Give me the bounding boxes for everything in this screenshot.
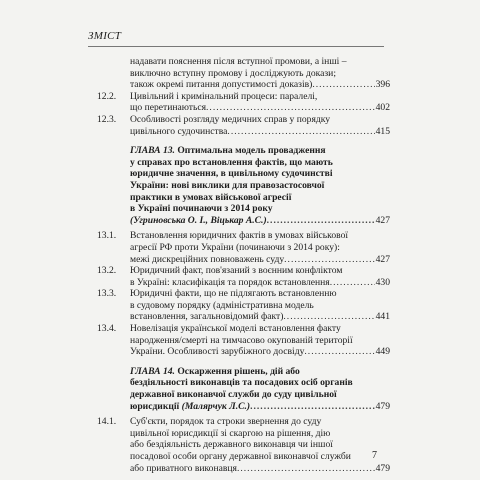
toc-entry <box>97 91 390 114</box>
entry-text-line: Суб'єкти, порядок та строки звернення до суду <box>130 416 322 428</box>
entry-text-line: в судовому порядку (адміністративна модель <box>130 299 314 311</box>
entry-text-line: Новелізація української моделі встановлення факту <box>130 323 341 335</box>
entry-number: 13.3. <box>97 288 117 300</box>
header-rule <box>88 46 384 47</box>
entry-text-line: також окремі питання допустимості доказів) <box>130 79 313 91</box>
entry-text-line: Юридичний факт, пов'язаний з воєнним конфліктом <box>130 265 343 277</box>
chapter-authors: (Малярчук Л.С.) <box>181 400 251 412</box>
running-header: ЗМІСТ <box>88 30 122 42</box>
chapter-title-line: юридичне значення, в цивільному судочинстві <box>130 168 333 180</box>
entry-number: 13.2. <box>97 265 117 277</box>
entry-page-number: 430 <box>375 276 390 288</box>
dot-leader <box>284 254 374 266</box>
toc-entry <box>97 265 390 288</box>
chapter-page-number: 479 <box>375 400 390 412</box>
entry-text-line: надавати пояснення після вступної промови, а інші – <box>130 56 347 67</box>
entry-text-line: цивільної юрисдикції зі скаргою на рішення, дію <box>130 427 331 439</box>
entry-text-line: Особливості розгляду медичних справ у порядку <box>130 113 331 125</box>
entry-number: 14.1. <box>97 416 117 428</box>
entry-text-line: цивільного судочинства <box>130 125 228 137</box>
toc-entry <box>97 288 390 323</box>
toc-entry <box>97 56 390 91</box>
entry-text-line: межі дискреційних повноважень суду <box>130 253 285 265</box>
chapter-title-line: практики в умовах військової агресії <box>130 191 292 203</box>
entry-text-line: встановлення, загальновідомий факт) <box>130 311 284 323</box>
toc-entry <box>97 416 390 474</box>
chapter-title-line: державної виконавчої служби до суду цивільної <box>130 389 337 401</box>
chapter-title-line: в Україні починаючи з 2014 року <box>130 203 273 215</box>
chapter-label: ГЛАВА 13. <box>130 145 175 157</box>
entry-page-number: 396 <box>375 79 390 91</box>
toc-chapter <box>97 145 390 226</box>
page-number: 7 <box>372 450 377 461</box>
chapter-title-line: юрисдикції <box>130 400 180 412</box>
dot-leader <box>304 346 374 358</box>
chapter-authors: (Угриновська О. І., Віцькар А.С.) <box>130 214 267 226</box>
entry-page-number: 427 <box>375 253 390 265</box>
entry-text-line: Цивільний і кримінальний процеси: паралелі, <box>130 90 318 102</box>
chapter-label: ГЛАВА 14. <box>130 365 175 377</box>
dot-leader <box>283 311 374 323</box>
entry-text-line: Юридичні факти, що не підлягають встановленню <box>130 288 337 300</box>
dot-leader <box>312 79 374 91</box>
toc-entry <box>97 323 390 358</box>
entry-number: 12.2. <box>97 90 117 102</box>
toc-entry <box>97 114 390 137</box>
dot-leader <box>330 277 375 289</box>
entry-text-line: Встановлення юридичних фактів в умовах військової <box>130 230 349 242</box>
entry-page-number: 441 <box>375 311 390 323</box>
entry-page-number: 449 <box>375 346 390 358</box>
chapter-page-number: 427 <box>375 214 390 226</box>
entry-text-line: або бездіяльність державного виконавця чи іншої <box>130 439 333 451</box>
entry-page-number: 479 <box>375 462 390 474</box>
dot-leader <box>267 215 375 227</box>
dot-leader <box>250 401 375 413</box>
entry-text-line: що перетинаються <box>130 102 207 114</box>
toc-entry <box>97 230 390 265</box>
entry-page-number: 402 <box>375 102 390 114</box>
chapter-title-line: бездіяльності виконавців та посадових осіб органів <box>130 377 353 389</box>
dot-leader <box>237 463 375 475</box>
dot-leader <box>227 126 374 138</box>
entry-text-line: України. Особливості зарубіжного досвіду <box>130 346 305 358</box>
chapter-title-line: України: нові виклики для правозастосовчої <box>130 179 325 191</box>
entry-text-line: народження/смерті на тимчасово окупованій території <box>130 334 353 346</box>
entry-number: 12.3. <box>97 113 117 125</box>
entry-number: 13.1. <box>97 230 117 242</box>
entry-text-line: або приватного виконавця <box>130 462 237 474</box>
chapter-title-line: у справах про встановлення фактів, що мають <box>130 156 333 168</box>
entry-text-line: в Україні: класифікація та порядок встановлення <box>130 276 330 288</box>
dot-leader <box>206 102 375 114</box>
entry-page-number: 415 <box>375 125 390 137</box>
chapter-title-line: Оптимальна модель провадження <box>177 145 326 157</box>
toc-chapter <box>97 366 390 412</box>
chapter-title-line: Оскарження рішень, дій або <box>177 365 300 377</box>
table-of-contents <box>97 56 390 474</box>
entry-number: 13.4. <box>97 323 117 335</box>
entry-text-line: агресії РФ проти України (починаючи з 2014 року): <box>130 241 340 253</box>
entry-text-line: посадової особи органу державної виконавчої служби <box>130 451 351 462</box>
entry-text-line: виключно вступну промову і досліджують докази; <box>130 67 336 79</box>
